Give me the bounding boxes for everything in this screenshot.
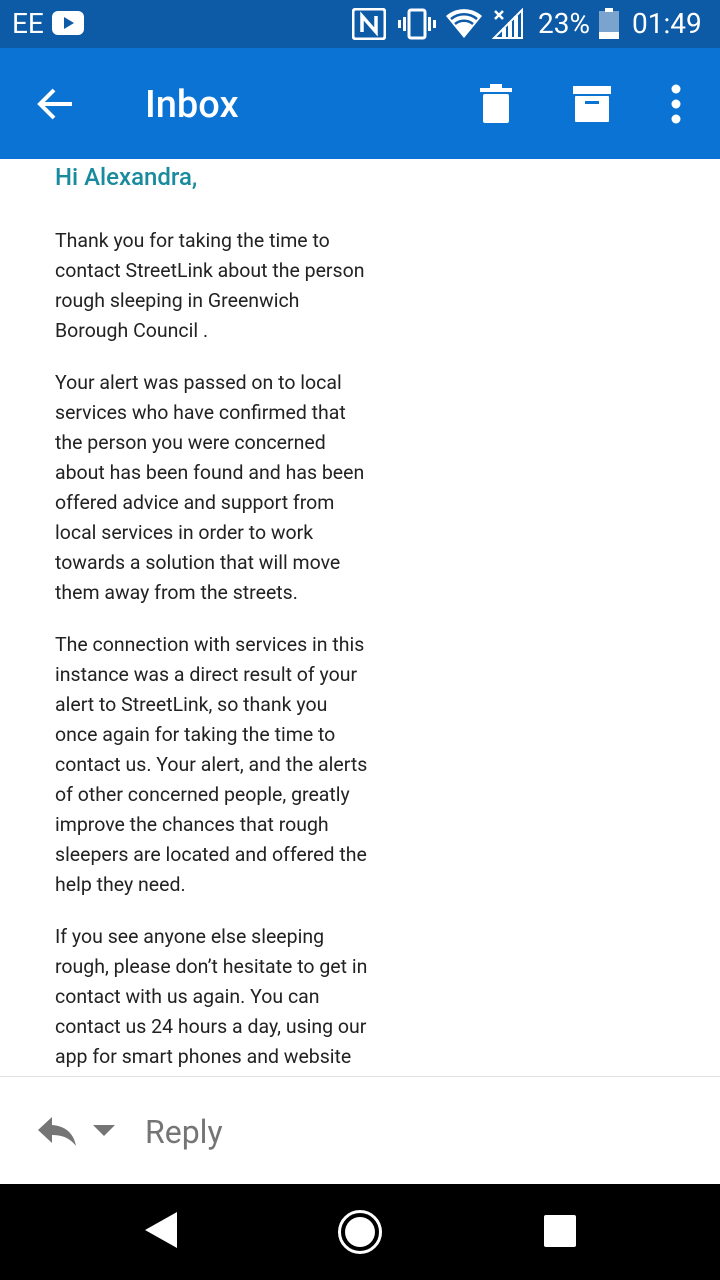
back-arrow-icon[interactable] bbox=[36, 84, 76, 124]
archive-icon[interactable] bbox=[572, 84, 612, 124]
signal-icon bbox=[492, 8, 524, 40]
nav-home-icon[interactable] bbox=[337, 1209, 383, 1255]
email-body[interactable] bbox=[0, 159, 720, 1076]
dropdown-caret-icon[interactable] bbox=[93, 1125, 115, 1137]
vibrate-icon bbox=[398, 8, 436, 40]
app-bar bbox=[0, 48, 720, 159]
body-paragraph-2: Your alert was passed on to local services who have confirmed that the person you were concerned about has been found and has been offered advice and support from local services in order to work towards a solution that will move them away from the streets. bbox=[55, 371, 365, 604]
reply-button[interactable]: Reply bbox=[145, 1113, 223, 1151]
nav-back-icon[interactable] bbox=[143, 1210, 179, 1250]
page-title: Inbox bbox=[145, 83, 239, 127]
youtube-icon bbox=[52, 10, 84, 36]
trash-icon[interactable] bbox=[478, 84, 514, 124]
body-paragraph-1: Thank you for taking the time to contact StreetLink about the person rough sleeping in Greenwich Borough Council . bbox=[55, 229, 365, 342]
nfc-icon bbox=[352, 8, 386, 40]
carrier-label: EE bbox=[12, 7, 44, 40]
nav-recents-icon[interactable] bbox=[544, 1215, 576, 1247]
clock: 01:49 bbox=[632, 7, 702, 40]
status-bar bbox=[0, 0, 720, 48]
reply-icon[interactable] bbox=[36, 1115, 78, 1147]
system-nav-bar bbox=[0, 1184, 720, 1280]
wifi-icon bbox=[446, 8, 482, 40]
body-paragraph-3: The connection with services in this instance was a direct result of your alert to StreetLink, so thank you once again for taking the time to contact us. Your alert, and the alerts of other concerned people, greatly improve the chances that rough sleepers are located and offered the help they need. bbox=[55, 633, 368, 896]
greeting: Hi Alexandra, bbox=[55, 163, 198, 191]
more-vert-icon[interactable] bbox=[662, 84, 690, 124]
battery-percent: 23% bbox=[538, 7, 590, 40]
body-paragraph-4: If you see anyone else sleeping rough, please don’t hesitate to get in contact with us again. You can contact us 24 hours a day, using our app for smart phones and website bbox=[55, 925, 368, 1068]
reply-bar[interactable] bbox=[0, 1076, 720, 1184]
battery-icon bbox=[598, 8, 620, 40]
